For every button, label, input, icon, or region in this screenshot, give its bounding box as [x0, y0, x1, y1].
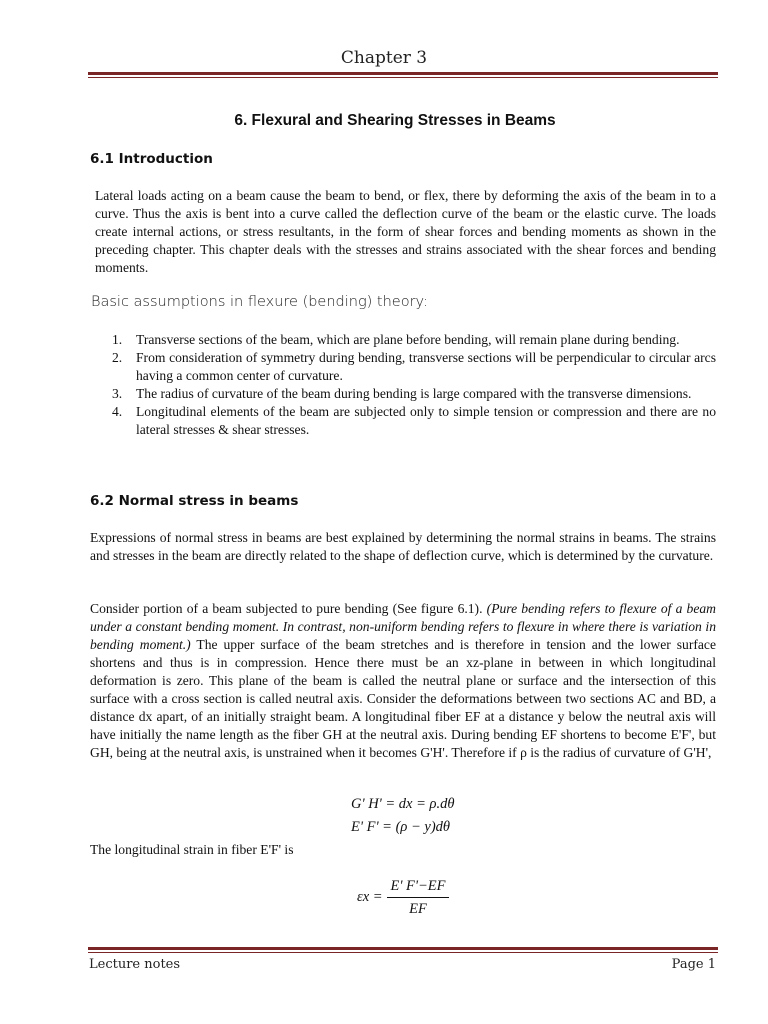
list-item-number: 3. — [112, 386, 123, 401]
equation-ef: E' F' = (ρ − y)dθ — [351, 819, 451, 835]
equation-gh: G' H' = dx = ρ.dθ — [351, 796, 455, 812]
list-item — [110, 403, 716, 439]
footer-page-number: Page 1 — [671, 957, 716, 972]
list-item — [110, 385, 716, 403]
page-title: 6. Flexural and Shearing Stresses in Beams — [234, 112, 556, 129]
normal-stress-paragraph-1: Expressions of normal stress in beams are best explained by determining the normal strains in beams. The strains and stresses in the beam are directly related to the shape of deflection curve, which is determined by the curvature. — [90, 530, 716, 563]
pure-bending-note: (Pure bending refers to flexure of a beam under a constant bending moment. In contrast, non-uniform bending refers to flexure in where there is variation in bending moment.) — [90, 601, 716, 652]
assumptions-heading: Basic assumptions in flexure (bending) theory: — [91, 294, 428, 310]
section-heading-introduction: 6.1 Introduction — [90, 151, 213, 167]
introduction-paragraph: Lateral loads acting on a beam cause the beam to bend, or flex, there by deforming the axis of the beam in to a curve. Thus the axis is bent into a curve called the deflection curve of the beam or the elastic curve. The loads create internal actions, or stress resultants, in the form of shear forces and bending moments as shown in the preceding chapter. This chapter deals with the stresses and strains associated with the shear forces and bending moments. — [95, 188, 716, 275]
strain-fraction — [387, 877, 449, 918]
fraction-bar — [387, 897, 449, 898]
chapter-header: Chapter 3 — [340, 48, 428, 68]
paragraph-text: Consider portion of a beam subjected to pure bending (See figure 6.1). — [90, 601, 487, 616]
fraction-numerator: E' F'−EF — [390, 878, 446, 894]
normal-stress-paragraph-2 — [90, 600, 716, 762]
list-item-number: 1. — [112, 332, 123, 347]
fraction-denominator: EF — [409, 901, 427, 917]
section-heading-normal-stress: 6.2 Normal stress in beams — [90, 493, 299, 509]
list-item — [110, 331, 716, 349]
paragraph-text: The upper surface of the beam stretches and is therefore in tension and the lower surface shortens and thus is in compression. Hence there must be an xz-plane in between in which longitudinal deformation is zero. This plane of the beam is called the neutral plane or surface and the intersection of this surface with a cross section is called neutral axis. Consider the deformations between two sections AC and BD, a distance dx apart, of an initially straight beam. A longitudinal fiber EF at a distance y below the neutral axis will have initially the name length as the fiber GH at the neutral axis. During bending EF shortens to become E'F', but GH, being at the neutral axis, is unstrained when it becomes G'H'. Therefore if ρ is the radius of curvature of G'H', — [90, 637, 716, 760]
list-item-text: From consideration of symmetry during bending, transverse sections will be perpendicular to circular arcs having a common center of curvature. — [136, 350, 716, 383]
strain-intro-text: The longitudinal strain in fiber E'F' is — [90, 842, 294, 857]
footer-lecture-notes: Lecture notes — [89, 957, 181, 972]
strain-lhs: εx = — [357, 889, 383, 905]
header-rule — [88, 72, 718, 78]
footer-rule — [88, 947, 718, 953]
assumptions-list — [110, 331, 716, 439]
list-item-number: 4. — [112, 404, 123, 419]
list-item-number: 2. — [112, 350, 123, 365]
list-item — [110, 349, 716, 385]
list-item-text: The radius of curvature of the beam during bending is large compared with the transverse dimensions. — [136, 386, 692, 401]
list-item-text: Longitudinal elements of the beam are subjected only to simple tension or compression and there are no lateral stresses & shear stresses. — [136, 404, 716, 437]
list-item-text: Transverse sections of the beam, which are plane before bending, will remain plane during bending. — [136, 332, 680, 347]
